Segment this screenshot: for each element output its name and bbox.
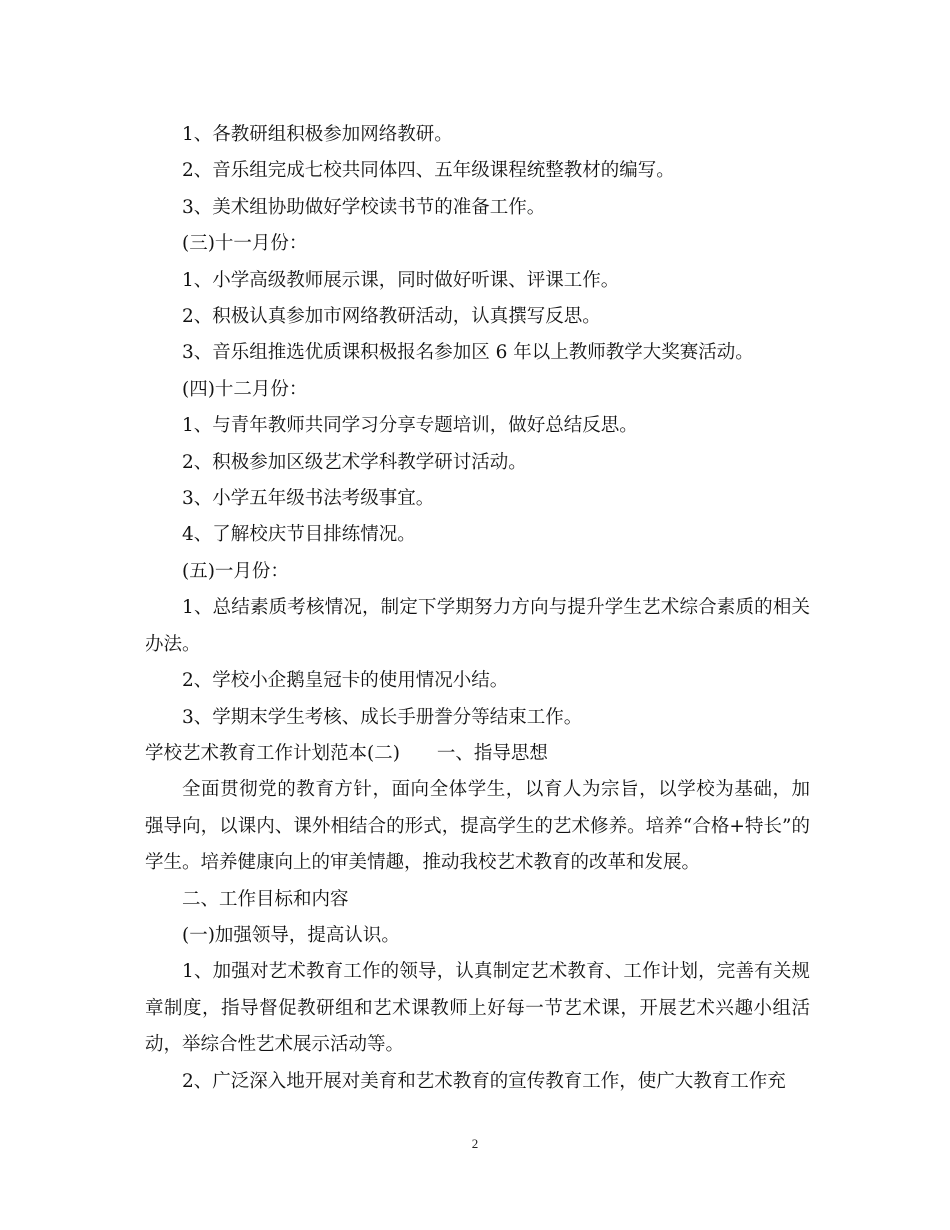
document-body xyxy=(145,117,810,1100)
paragraph: 2、积极认真参加市网络教研活动，认真撰写反思。 xyxy=(182,306,601,328)
document-title-line: 学校艺术教育工作计划范本(二) 一、指导思想 xyxy=(145,742,548,764)
paragraph: 全面贯彻党的教育方针，面向全体学生，以育人为宗旨，以学校为基础，加强导向，以课内、课外相结合的形式，提高学生的艺术修养。培养“合格+特长”的学生。培养健康向上的审美情趣，推动我校艺术教育的改革和发展。 xyxy=(145,779,810,874)
page-number: 2 xyxy=(471,1136,479,1151)
paragraph: 1、与青年教师共同学习分享专题培训，做好总结反思。 xyxy=(182,415,638,437)
paragraph: 2、音乐组完成七校共同体四、五年级课程统整教材的编写。 xyxy=(182,160,675,182)
paragraph: 3、学期末学生考核、成长手册誊分等结束工作。 xyxy=(182,706,583,728)
paragraph: 1、总结素质考核情况，制定下学期努力方向与提升学生艺术综合素质的相关办法。 xyxy=(145,597,810,655)
section-heading: (五)一月份： xyxy=(182,560,289,582)
section-heading: (三)十一月份： xyxy=(182,233,308,255)
section-heading: 二、工作目标和内容 xyxy=(182,888,349,910)
paragraph: 4、了解校庆节目排练情况。 xyxy=(182,524,416,546)
paragraph: 2、学校小企鹅皇冠卡的使用情况小结。 xyxy=(182,670,509,692)
section-heading: (四)十二月份： xyxy=(182,378,308,400)
paragraph: 3、小学五年级书法考级事宜。 xyxy=(182,488,435,510)
paragraph: 1、各教研组积极参加网络教研。 xyxy=(182,124,453,145)
paragraph: 3、美术组协助做好学校读书节的准备工作。 xyxy=(182,196,546,218)
paragraph: 1、小学高级教师展示课，同时做好听课、评课工作。 xyxy=(182,269,620,291)
paragraph: 1、加强对艺术教育工作的领导，认真制定艺术教育、工作计划，完善有关规章制度，指导督促教研组和艺术课教师上好每一节艺术课，开展艺术兴趣小组活动，举综合性艺术展示活动等。 xyxy=(145,961,810,1056)
section-heading: (一)加强领导，提高认识。 xyxy=(182,924,400,946)
paragraph: 2、积极参加区级艺术学科教学研讨活动。 xyxy=(182,451,527,473)
paragraph: 3、音乐组推选优质课积极报名参加区 6 年以上教师教学大奖赛活动。 xyxy=(182,342,754,364)
paragraph: 2、广泛深入地开展对美育和艺术教育的宣传教育工作，使广大教育工作充 xyxy=(182,1070,786,1092)
